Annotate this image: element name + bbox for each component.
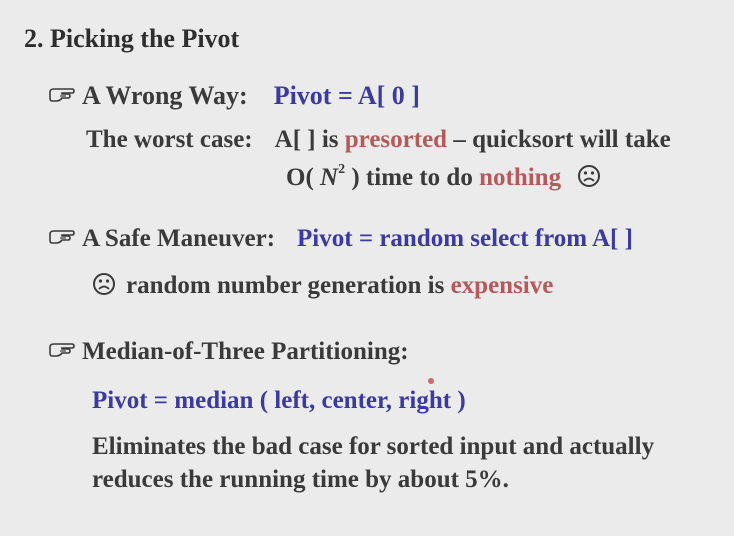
pointing-hand-icon — [48, 342, 76, 358]
expensive-word: expensive — [450, 272, 554, 299]
laser-pointer-dot — [428, 378, 434, 384]
complexity-n: N — [320, 164, 339, 191]
complexity-open: O( — [286, 164, 314, 191]
wrong-way-pivot: Pivot = A[ 0 ] — [273, 81, 420, 110]
worst-case-line — [86, 127, 671, 152]
slide-title: 2. Picking the Pivot — [24, 24, 240, 53]
median-of-three-label: Median-of-Three Partitioning: — [82, 338, 409, 365]
wrong-way-label: A Wrong Way: — [82, 81, 248, 110]
median-explanation-line-2: reduces the running time by about 5%. — [92, 466, 509, 493]
median-pivot: Pivot = median ( left, center, right ) — [92, 387, 466, 414]
worst-case-rest: – quicksort will take — [453, 126, 671, 153]
complexity-close: ) time to do — [351, 164, 473, 191]
worst-case-label: The worst case: — [86, 126, 253, 153]
safe-maneuver-label: A Safe Maneuver: — [82, 225, 276, 252]
worst-case-array: A[ ] is — [274, 126, 339, 153]
complexity-line — [286, 162, 601, 191]
bullet-wrong-way — [48, 83, 420, 109]
pointing-hand-icon — [48, 229, 76, 245]
bullet-safe-maneuver — [48, 226, 633, 251]
complexity-exponent: 2 — [338, 162, 346, 177]
random-cost-text: random number generation is — [126, 272, 445, 299]
safe-maneuver-pivot: Pivot = random select from A[ ] — [297, 225, 633, 252]
sad-face-icon — [92, 272, 116, 296]
nothing-word: nothing — [479, 164, 562, 191]
sad-face-icon — [577, 164, 601, 188]
random-cost-line — [92, 273, 553, 299]
bullet-median-of-three — [48, 339, 409, 364]
median-explanation-line-1: Eliminates the bad case for sorted input and actually — [92, 433, 655, 460]
pointing-hand-icon — [48, 87, 76, 103]
presorted-word: presorted — [344, 126, 448, 153]
